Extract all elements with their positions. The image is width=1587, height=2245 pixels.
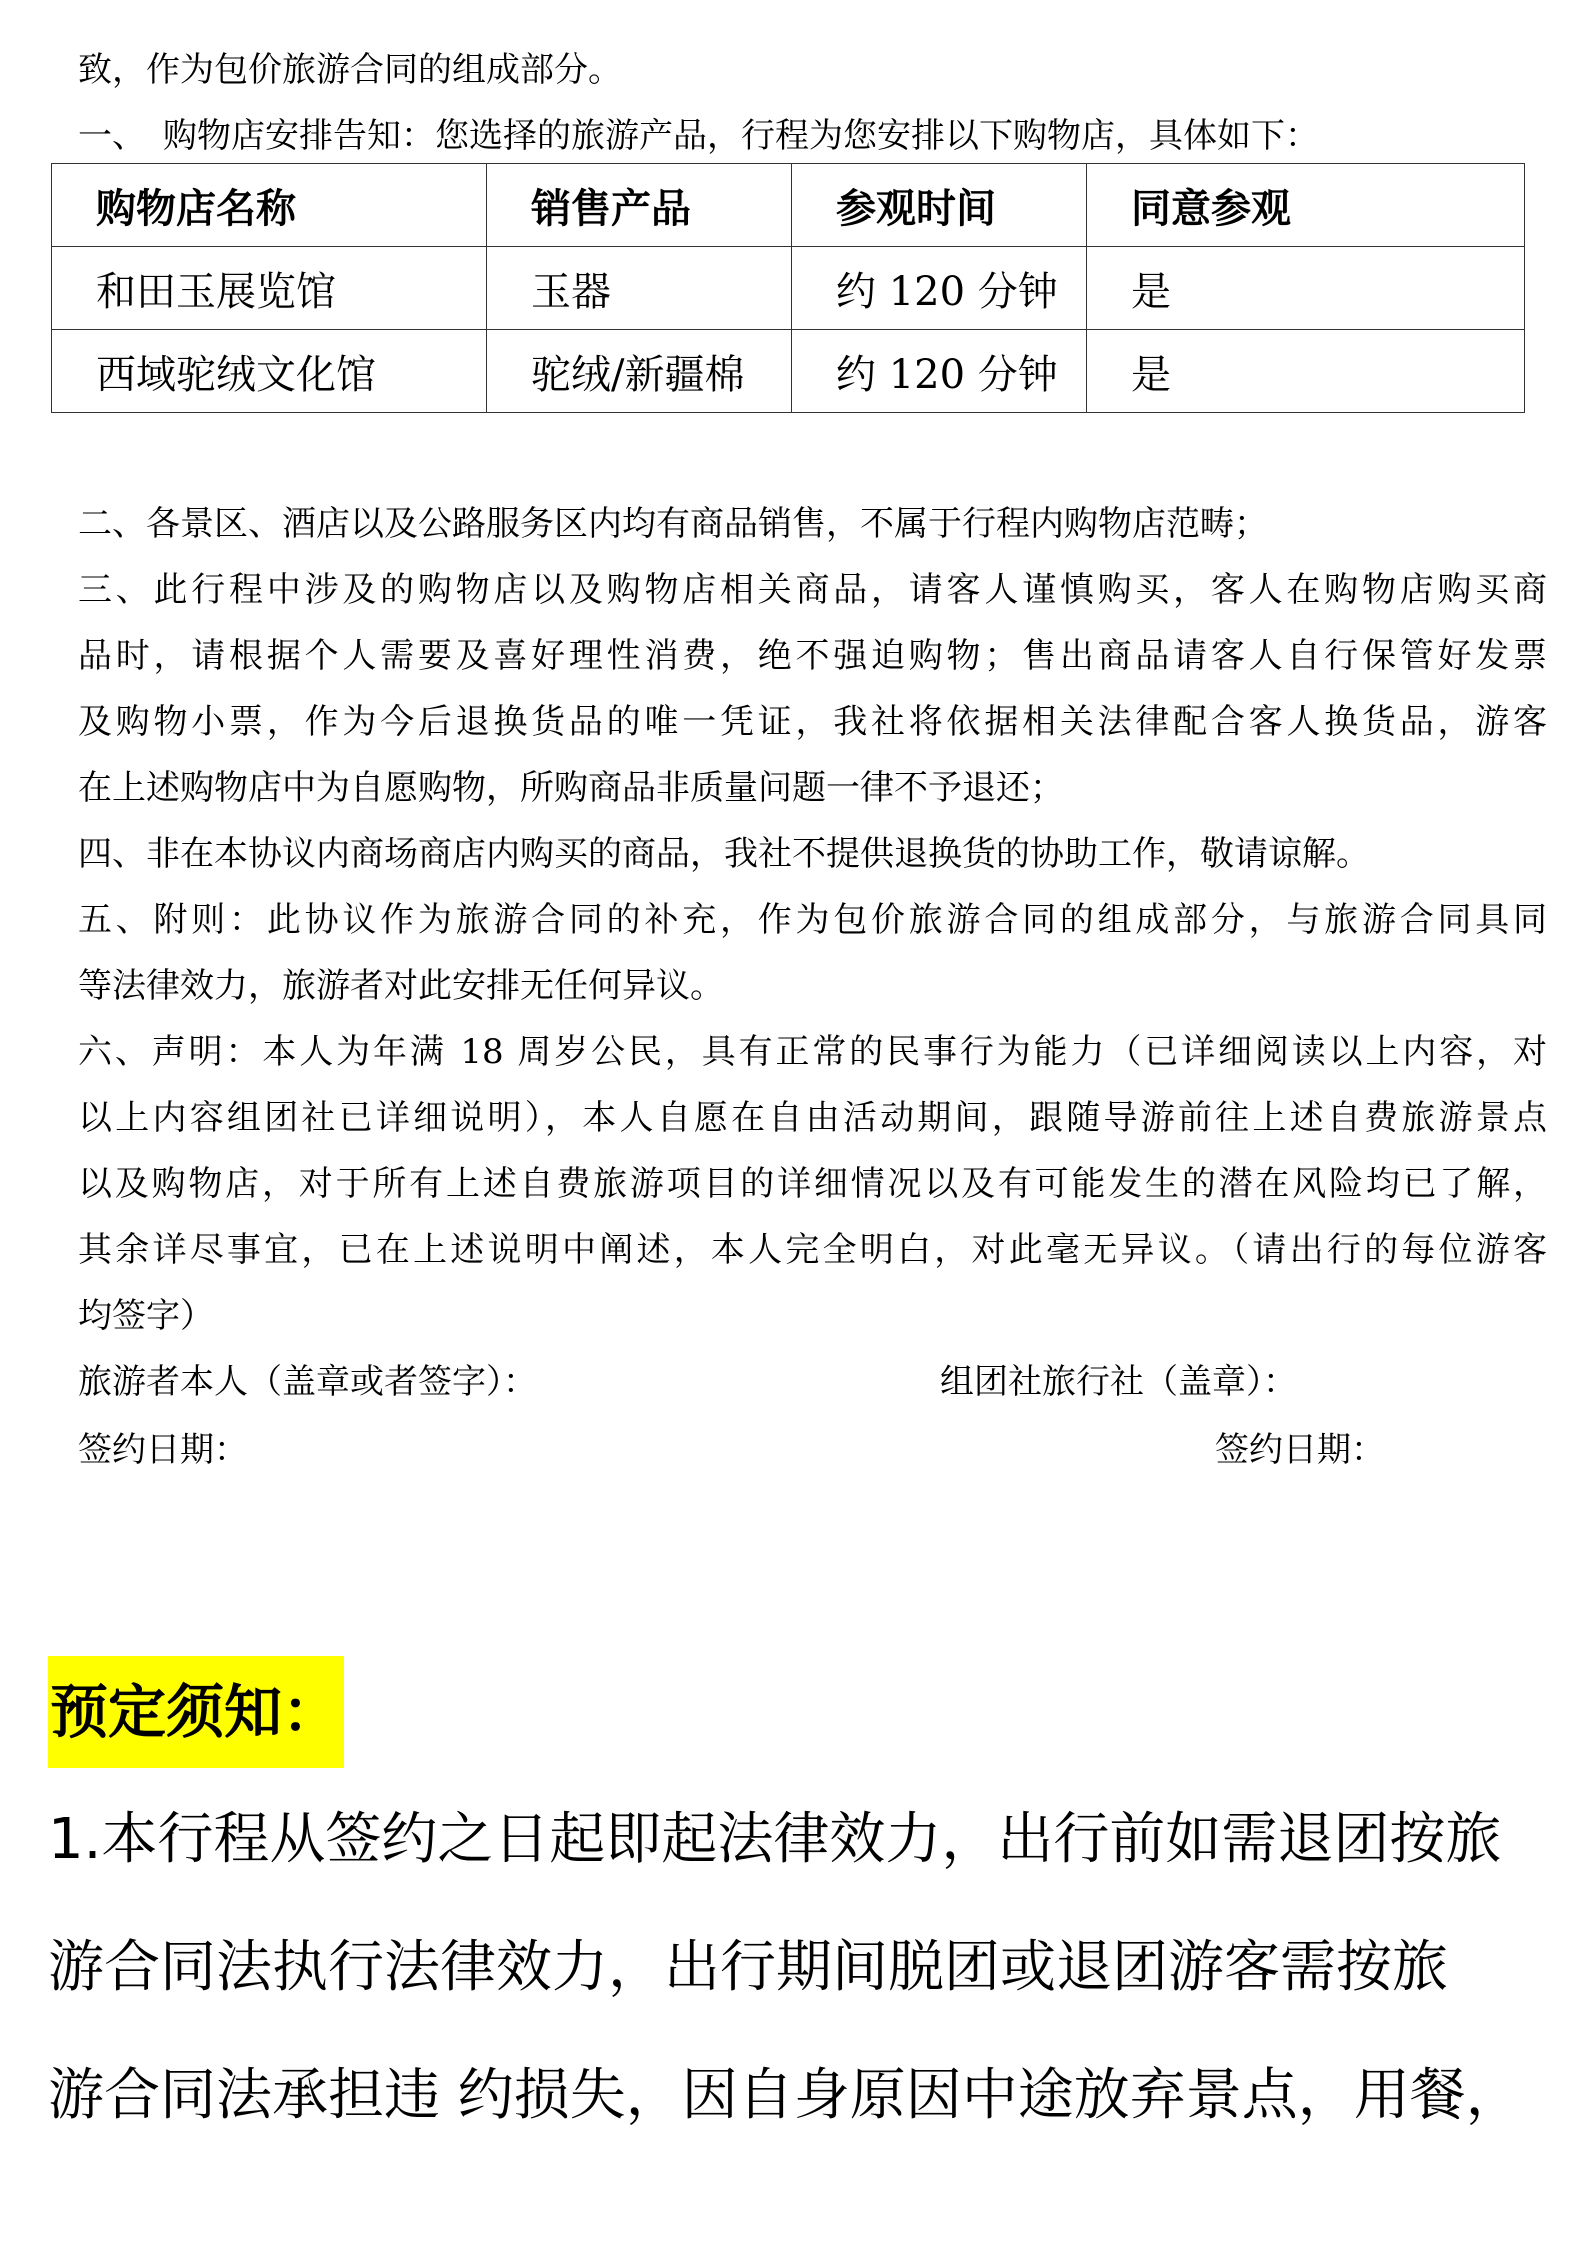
- section-1-intro: 一、 购物店安排告知：您选择的旅游产品，行程为您安排以下购物店，具体如下：: [78, 116, 1319, 156]
- table-cell: 驼绒/新疆棉: [487, 330, 792, 413]
- shopping-store-table: [51, 163, 1525, 413]
- paragraph-line: 以及购物店，对于所有上述自费旅游项目的详细情况以及有可能发生的潜在风险均已了解，: [78, 1164, 1547, 1204]
- table-row: [52, 247, 1525, 330]
- booking-notice-line: 游合同法承担违 约损失，因自身原因中途放弃景点，用餐，: [48, 2063, 1522, 2128]
- table-cell: 约 120 分钟: [792, 247, 1087, 330]
- paragraph-line: 二、各景区、酒店以及公路服务区内均有商品销售，不属于行程内购物店范畴；: [78, 504, 1268, 544]
- table-cell: 约 120 分钟: [792, 330, 1087, 413]
- booking-notice-heading: 预定须知：: [48, 1656, 344, 1768]
- paragraph-line: 四、非在本协议内商场商店内购买的商品，我社不提供退换货的协助工作，敬请谅解。: [78, 834, 1370, 874]
- table-header-cell: 购物店名称: [52, 164, 487, 247]
- booking-notice-line: 游合同法执行法律效力，出行期间脱团或退团游客需按旅: [48, 1935, 1448, 2000]
- paragraph-line: 均签字）: [78, 1296, 214, 1336]
- paragraph-line: 其余详尽事宜，已在上述说明中阐述，本人完全明白，对此毫无异议。（请出行的每位游客: [78, 1230, 1547, 1270]
- paragraph-line: 及购物小票，作为今后退换货品的唯一凭证，我社将依据相关法律配合客人换货品，游客: [78, 702, 1547, 742]
- tourist-date-label: 签约日期：: [78, 1430, 248, 1470]
- paragraph-line: 以上内容组团社已详细说明），本人自愿在自由活动期间，跟随导游前往上述自费旅游景点: [78, 1098, 1547, 1138]
- paragraph-line: 等法律效力，旅游者对此安排无任何异议。: [78, 966, 724, 1006]
- table-header-cell: 销售产品: [487, 164, 792, 247]
- paragraph-line: 品时，请根据个人需要及喜好理性消费，绝不强迫购物；售出商品请客人自行保管好发票: [78, 636, 1547, 676]
- table-cell: 西域驼绒文化馆: [52, 330, 487, 413]
- table-cell: 是: [1087, 247, 1525, 330]
- paragraph-line: 六、声明：本人为年满 18 周岁公民，具有正常的民事行为能力（已详细阅读以上内容，对: [78, 1032, 1547, 1072]
- agency-date-label: 签约日期：: [1215, 1430, 1385, 1470]
- paragraph-line: 三、此行程中涉及的购物店以及购物店相关商品，请客人谨慎购买，客人在购物店购买商: [78, 570, 1547, 610]
- table-header-row: [52, 164, 1525, 247]
- table-cell: 是: [1087, 330, 1525, 413]
- paragraph-line: 五、附则：此协议作为旅游合同的补充，作为包价旅游合同的组成部分，与旅游合同具同: [78, 900, 1547, 940]
- table-cell: 和田玉展览馆: [52, 247, 487, 330]
- intro-line: 致，作为包价旅游合同的组成部分。: [78, 50, 622, 90]
- booking-notice-line: 1.本行程从签约之日起即起法律效力，出行前如需退团按旅: [48, 1807, 1502, 1872]
- table-header-cell: 参观时间: [792, 164, 1087, 247]
- agency-stamp-label: 组团社旅行社（盖章）：: [940, 1362, 1297, 1402]
- table-header-cell: 同意参观: [1087, 164, 1525, 247]
- table-row: [52, 330, 1525, 413]
- table-cell: 玉器: [487, 247, 792, 330]
- tourist-signature-label: 旅游者本人（盖章或者签字）：: [78, 1362, 537, 1402]
- paragraph-line: 在上述购物店中为自愿购物，所购商品非质量问题一律不予退还；: [78, 768, 1064, 808]
